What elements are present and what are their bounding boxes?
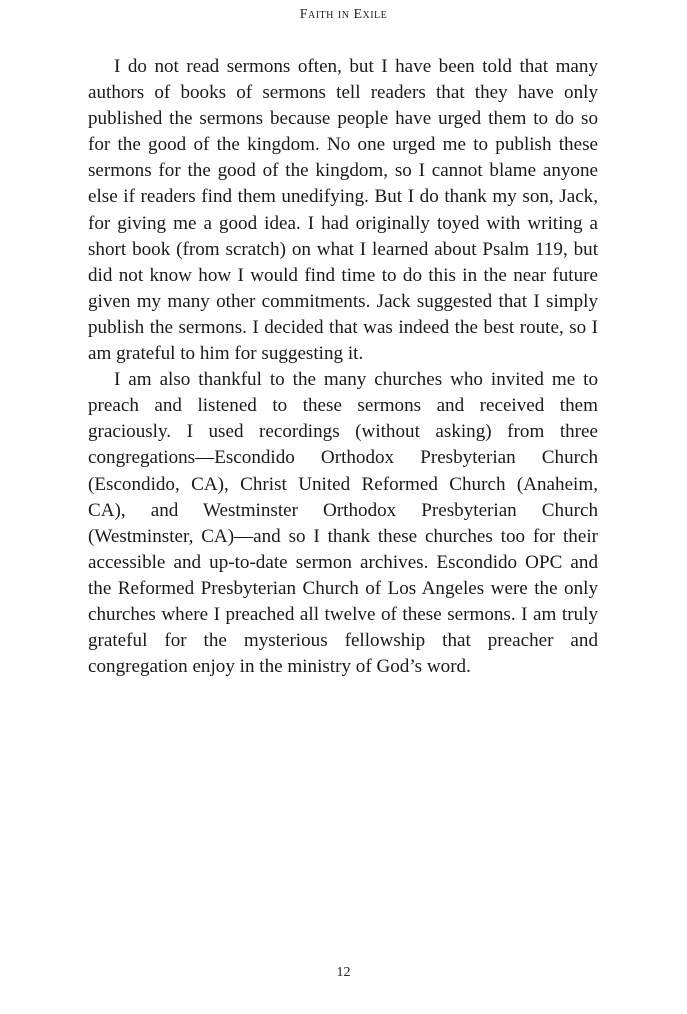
paragraph-2: I am also thankful to the many churches who invited me to preach and listened to these sermons and received them graciously. I used recordings (without asking) from three congregations—Escondido Orthodox Presbyterian Church (Escondido, CA), Christ United Reformed Church (Anaheim, CA), and Westminster Orthodox Presbyterian Church (Westminster, CA)—and so I thank these churches too for their accessible and up-to-date sermon archives. Escondido OPC and the Reformed Presbyterian Church of Los Angeles were the only churches where I preached all twelve of these sermons. I am truly grateful for the mysterious fellowship that preacher and congregation enjoy in the ministry of God’s word. [88,369,598,678]
body-text [88,54,598,680]
running-head: Faith in Exile [299,7,388,22]
page-number: 12 [336,965,351,980]
paragraph-1: I do not read sermons often, but I have been told that many authors of books of sermons tell readers that they have only published the sermons because people have urged them to do so for the good of the kingdom. No one urged me to publish these sermons for the good of the kingdom, so I cannot blame anyone else if readers find them unedifying. But I do thank my son, Jack, for giving me a good idea. I had originally toyed with writing a short book (from scratch) on what I learned about Psalm 119, but did not know how I would find time to do this in the near future given my many other commitments. Jack suggested that I simply publish the sermons. I decided that was indeed the best route, so I am grateful to him for suggesting it. [88,56,598,365]
